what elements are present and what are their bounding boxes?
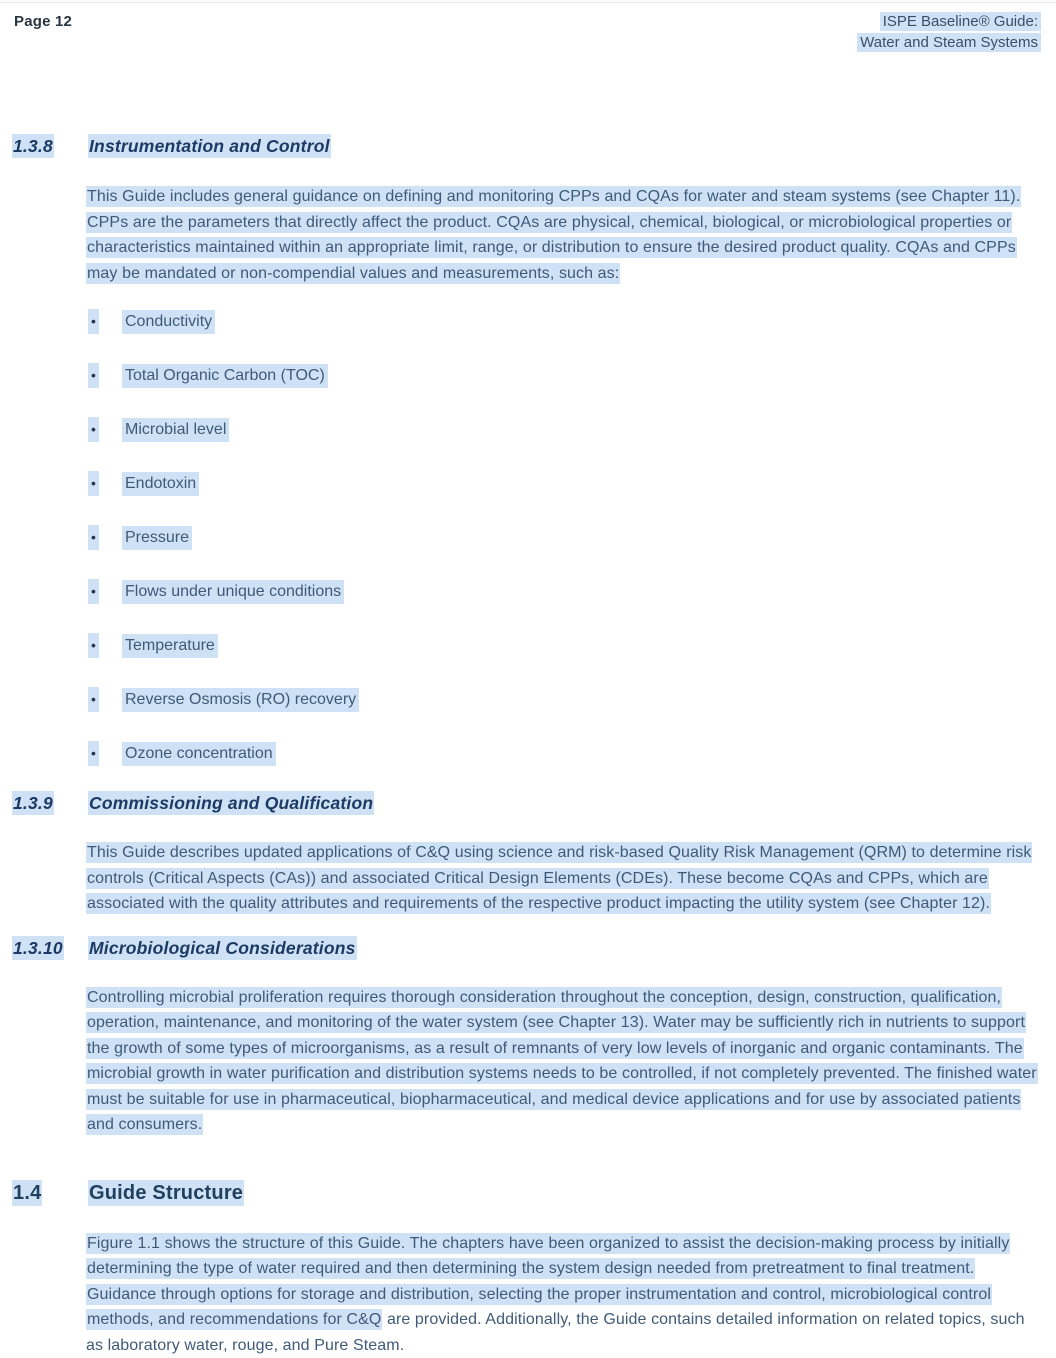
- bullet-icon: [88, 471, 99, 496]
- page-number-label: Page 12: [14, 11, 72, 30]
- bullet-icon: [88, 579, 99, 604]
- section-title: Microbiological Considerations: [88, 936, 357, 960]
- bullet-icon: [88, 417, 99, 442]
- section-number: 1.3.10: [12, 936, 64, 960]
- bullet-icon: [88, 363, 99, 388]
- section-heading: [12, 135, 1056, 157]
- section-paragraph: Controlling microbial proliferation requires thorough consideration throughout the conception, design, construction, qualification, operation, maintenance, and monitoring of the water system (see Chapter 13). Water may be sufficiently rich in nutrients to support the growth of some types of microorganisms, as a result of remnants of very low levels of inorganic and organic contaminants. The microbial growth in water purification and distribution systems needs to be controlled, if not completely prevented. The finished water must be suitable for use in pharmaceutical, biopharmaceutical, and medical device applications and for use by associated patients and consumers.: [86, 985, 1040, 1138]
- section-title: Commissioning and Qualification: [88, 791, 374, 815]
- section-1-3-9: [0, 792, 1056, 917]
- cqa-cpp-bullet-list: [88, 309, 1040, 766]
- selected-text: Figure 1.1 shows the structure of this Guide. The chapters have been organized to assist the decision-making process by initially determining the type of water required and then determining the system design needed from pretreatment to final treatment. Guidance through options for storage and distribution, selecting the proper instrumentation and control, microbiological control methods, and recommendations for C&Q: [86, 1233, 1010, 1331]
- list-item: • Endotoxin: [88, 471, 1040, 496]
- list-item: • Reverse Osmosis (RO) recovery: [88, 687, 1040, 712]
- bullet-icon: [88, 309, 99, 334]
- list-item: • Flows under unique conditions: [88, 579, 1040, 604]
- section-heading: [12, 792, 1056, 814]
- document-title-line1: ISPE Baseline® Guide:: [880, 12, 1041, 31]
- list-item: • Total Organic Carbon (TOC): [88, 363, 1040, 388]
- section-title: Guide Structure: [88, 1180, 244, 1206]
- bullet-icon: [88, 687, 99, 712]
- bullet-icon: [88, 525, 99, 550]
- list-item: • Microbial level: [88, 417, 1040, 442]
- list-item: • Ozone concentration: [88, 741, 1040, 766]
- section-number: 1.3.9: [12, 791, 54, 815]
- document-title: [857, 11, 1041, 53]
- section-heading: [12, 937, 1056, 959]
- page-header: [0, 3, 1056, 53]
- list-item: • Temperature: [88, 633, 1040, 658]
- section-1-3-8: [0, 135, 1056, 766]
- section-1-3-10: [0, 937, 1056, 1138]
- list-item: • Conductivity: [88, 309, 1040, 334]
- section-number: 1.3.8: [12, 134, 54, 158]
- section-1-4: [0, 1180, 1056, 1358]
- section-paragraph: This Guide includes general guidance on defining and monitoring CPPs and CQAs for water and steam systems (see Chapter 11). CPPs are the parameters that directly affect the product. CQAs are physical, chemical, biological, or microbiological properties or characteristics maintained within an appropriate limit, range, or distribution to ensure the desired product quality. CQAs and CPPs may be mandated or non-compendial values and measurements, such as:: [86, 184, 1040, 286]
- bullet-icon: [88, 741, 99, 766]
- section-heading: [12, 1180, 1056, 1206]
- bullet-icon: [88, 633, 99, 658]
- section-paragraph: [86, 1231, 1040, 1358]
- section-paragraph: This Guide describes updated applications of C&Q using science and risk-based Quality Risk Management (QRM) to determine risk controls (Critical Aspects (CAs)) and associated Critical Design Elements (CDEs). These become CQAs and CPPs, which are associated with the quality attributes and requirements of the respective product impacting the utility system (see Chapter 12).: [86, 840, 1040, 917]
- unselected-text: are provided. Additionally, the Guide contains detailed information on related topics, such as laboratory water, rouge, and Pure Steam.: [86, 1311, 1025, 1354]
- list-item: • Pressure: [88, 525, 1040, 550]
- section-title: Instrumentation and Control: [88, 134, 331, 158]
- section-number: 1.4: [12, 1180, 42, 1206]
- document-title-line2: Water and Steam Systems: [857, 33, 1041, 52]
